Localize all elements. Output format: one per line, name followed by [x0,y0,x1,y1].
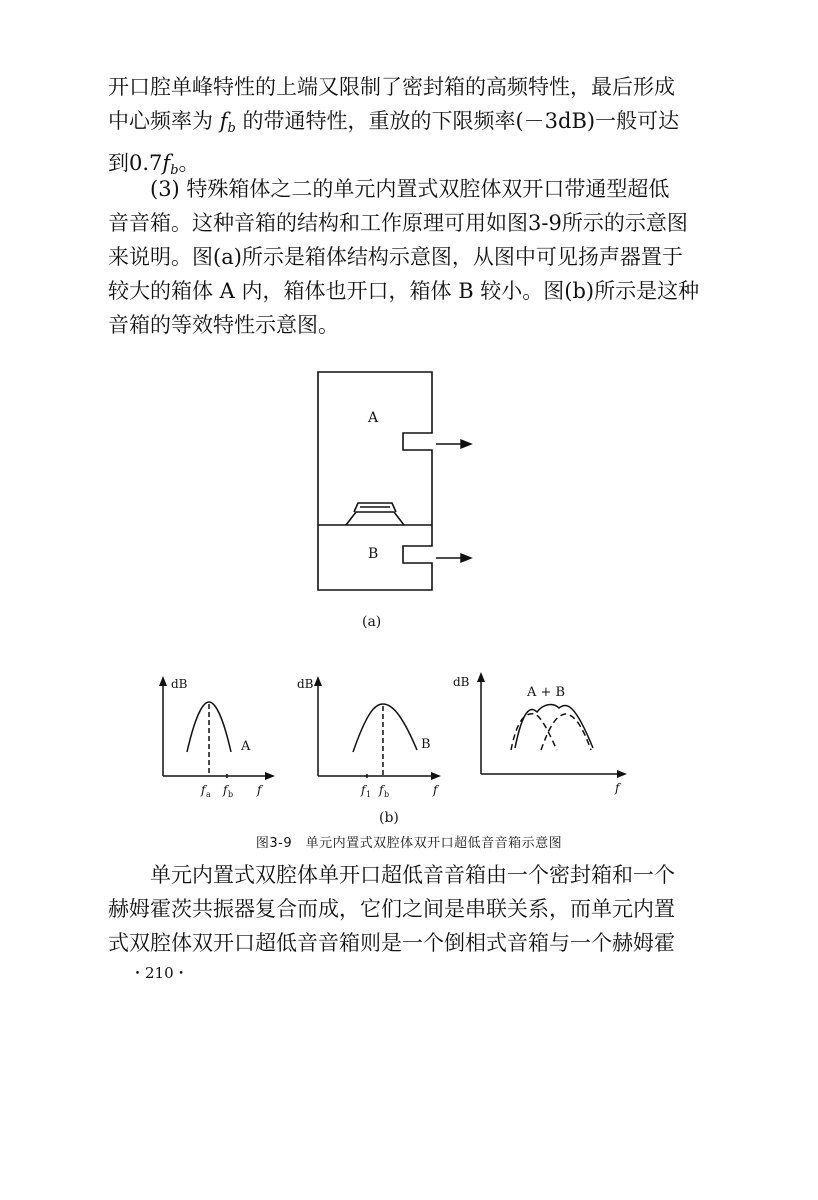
paragraph-3 [108,858,693,960]
graph-a-plus-b-ylabel: dB [453,675,470,689]
graph-b-ylabel: dB [297,677,314,691]
graph-a-tick-fb: f [223,783,228,797]
graph-b [297,676,441,799]
paragraph-1-line-3: 到$0.7f_b$。 [108,151,200,178]
graph-a-curve-label: A [241,739,251,754]
variable-f: f [162,151,171,175]
figure-b-sublabel: (b) [379,810,399,826]
paragraph-2-line-3: 来说明。图(a)所示是箱体结构示意图，从图中可见扬声器置于 [108,245,683,269]
svg-text:b: b [228,790,234,799]
variable-f: f [219,109,228,133]
svg-text:b: b [384,790,390,799]
paragraph-3-line-2: 赫姆霍茨共振器复合而成，它们之间是串联关系，而单元内置 [108,897,675,921]
chamber-a-label: A [368,410,379,426]
graph-a-tick-fa: f [201,783,206,797]
paragraph-2-line-1: (3) 特殊箱体之二的单元内置式双腔体双开口带通型超低 [150,177,670,201]
paragraph-2-line-5: 音箱的等效特性示意图。 [108,313,339,337]
graph-b-tick-f1: f [361,783,366,797]
chamber-b-label: B [368,546,379,562]
graph-b-curve-label: B [421,737,431,752]
page-number: ・210・ [130,964,189,982]
paragraph-3-line-1: 单元内置式双腔体单开口超低音音箱由一个密封箱和一个 [150,863,675,887]
graph-b-tick-fb: f [379,783,384,797]
paragraph-1 [108,70,693,188]
graph-b-xlabel: f [433,783,438,797]
figure-caption: 图3-9 单元内置式双腔体双开口超低音音箱示意图 [255,836,563,851]
paragraph-1-line-2: 中心频率为 $f_b$ 的带通特性，重放的下限频率(－3dB)一般可达 [108,109,680,136]
paragraph-2-line-4: 较大的箱体 A 内，箱体也开口，箱体 B 较小。图(b)所示是这种 [108,279,700,303]
paragraph-1-line-1: 开口腔单峰特性的上端又限制了密封箱的高频特性，最后形成 [108,75,675,99]
paragraph-2-line-2: 音音箱。这种音箱的结构和工作原理可用如图3-9所示的示意图 [108,211,688,235]
graph-a-plus-b [453,672,627,795]
graph-a [159,676,275,799]
svg-text:a: a [206,790,211,799]
figure-a-sublabel: (a) [362,614,382,630]
graph-a-xlabel: f [257,783,262,797]
figure-b-response-graphs [145,668,645,832]
figure-a-enclosure-diagram [300,360,500,639]
graph-a-ylabel: dB [171,677,188,691]
paragraph-2 [108,172,700,342]
graph-a-plus-b-xlabel: f [615,781,620,795]
graph-a-plus-b-curve-label: A + B [527,685,566,700]
svg-text:1: 1 [366,790,372,799]
paragraph-3-line-3: 式双腔体双开口超低音音箱则是一个倒相式音箱与一个赫姆霍 [108,931,675,955]
